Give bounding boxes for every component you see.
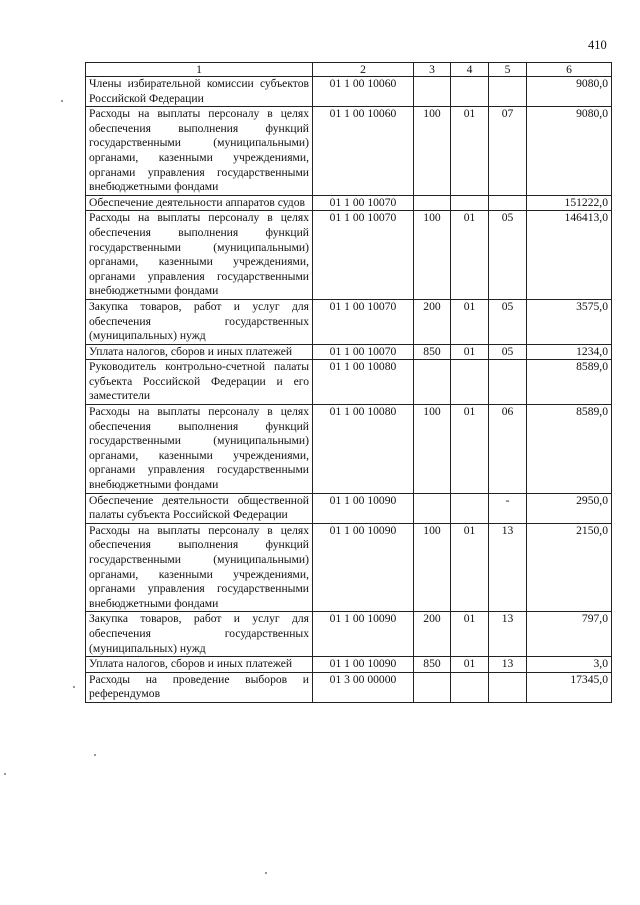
amount: 8589,0 bbox=[527, 405, 612, 494]
table-row bbox=[86, 344, 612, 360]
amount: 17345,0 bbox=[527, 672, 612, 702]
expense-name: Расходы на выплаты персоналу в целях обеспечения выполнения функций государственными (муниципальными) органами, казенными учреждениями, органами управления государственными внебюджетными фондами bbox=[86, 405, 313, 494]
section-code: 01 bbox=[451, 299, 489, 344]
amount: 3,0 bbox=[527, 657, 612, 673]
subsection-code: 13 bbox=[489, 523, 527, 612]
expense-type-code: 200 bbox=[414, 612, 451, 657]
section-code bbox=[451, 493, 489, 523]
expense-name: Расходы на выплаты персоналу в целях обеспечения выполнения функций государственными (муниципальными) органами, казенными учреждениями, органами управления государственными внебюджетными фондами bbox=[86, 211, 313, 300]
classification-code: 01 1 00 10090 bbox=[313, 493, 414, 523]
classification-code: 01 1 00 10070 bbox=[313, 211, 414, 300]
classification-code: 01 1 00 10090 bbox=[313, 612, 414, 657]
expense-name: Расходы на выплаты персоналу в целях обеспечения выполнения функций государственными (муниципальными) органами, казенными учреждениями, органами управления государственными внебюджетными фондами bbox=[86, 523, 313, 612]
column-header: 1 bbox=[86, 63, 313, 77]
amount: 3575,0 bbox=[527, 299, 612, 344]
expense-name: Члены избирательной комиссии субъектов Российской Федерации bbox=[86, 77, 313, 107]
section-code: 01 bbox=[451, 344, 489, 360]
amount: 1234,0 bbox=[527, 344, 612, 360]
table-row bbox=[86, 77, 612, 107]
expense-name: Обеспечение деятельности аппаратов судов bbox=[86, 195, 313, 211]
subsection-code: 07 bbox=[489, 107, 527, 196]
subsection-code bbox=[489, 672, 527, 702]
classification-code: 01 1 00 10070 bbox=[313, 299, 414, 344]
section-code: 01 bbox=[451, 523, 489, 612]
expense-type-code: 100 bbox=[414, 523, 451, 612]
scan-speck bbox=[73, 686, 75, 688]
section-code: 01 bbox=[451, 612, 489, 657]
expense-name: Расходы на выплаты персоналу в целях обеспечения выполнения функций государственными (муниципальными) органами, казенными учреждениями, органами управления государственными внебюджетными фондами bbox=[86, 107, 313, 196]
expense-name: Уплата налогов, сборов и иных платежей bbox=[86, 344, 313, 360]
subsection-code: 05 bbox=[489, 344, 527, 360]
expense-type-code: 200 bbox=[414, 299, 451, 344]
section-code bbox=[451, 77, 489, 107]
table-body bbox=[86, 77, 612, 703]
expense-type-code: 100 bbox=[414, 405, 451, 494]
subsection-code: 05 bbox=[489, 299, 527, 344]
table-row bbox=[86, 493, 612, 523]
expense-type-code bbox=[414, 77, 451, 107]
section-code bbox=[451, 672, 489, 702]
amount: 9080,0 bbox=[527, 107, 612, 196]
subsection-code: 13 bbox=[489, 657, 527, 673]
table-row bbox=[86, 523, 612, 612]
classification-code: 01 1 00 10090 bbox=[313, 523, 414, 612]
scan-speck bbox=[4, 773, 6, 775]
page-number: 410 bbox=[588, 38, 607, 52]
amount: 146413,0 bbox=[527, 211, 612, 300]
expense-type-code: 850 bbox=[414, 344, 451, 360]
table-row bbox=[86, 211, 612, 300]
section-code: 01 bbox=[451, 657, 489, 673]
column-header: 3 bbox=[414, 63, 451, 77]
table-row bbox=[86, 299, 612, 344]
subsection-code: - bbox=[489, 493, 527, 523]
expense-type-code bbox=[414, 360, 451, 405]
scan-speck bbox=[61, 100, 63, 102]
budget-table bbox=[85, 62, 612, 703]
classification-code: 01 1 00 10080 bbox=[313, 405, 414, 494]
expense-type-code bbox=[414, 672, 451, 702]
section-code: 01 bbox=[451, 211, 489, 300]
expense-name: Обеспечение деятельности общественной палаты субъекта Российской Федерации bbox=[86, 493, 313, 523]
expense-type-code bbox=[414, 493, 451, 523]
section-code: 01 bbox=[451, 405, 489, 494]
column-header: 2 bbox=[313, 63, 414, 77]
amount: 8589,0 bbox=[527, 360, 612, 405]
scan-speck bbox=[94, 754, 96, 756]
classification-code: 01 1 00 10060 bbox=[313, 107, 414, 196]
subsection-code bbox=[489, 77, 527, 107]
expense-type-code: 100 bbox=[414, 107, 451, 196]
expense-type-code: 850 bbox=[414, 657, 451, 673]
subsection-code bbox=[489, 195, 527, 211]
amount: 2950,0 bbox=[527, 493, 612, 523]
subsection-code: 13 bbox=[489, 612, 527, 657]
classification-code: 01 1 00 10060 bbox=[313, 77, 414, 107]
section-code bbox=[451, 360, 489, 405]
amount: 9080,0 bbox=[527, 77, 612, 107]
column-header: 4 bbox=[451, 63, 489, 77]
scan-speck bbox=[265, 872, 267, 874]
expense-type-code: 100 bbox=[414, 211, 451, 300]
classification-code: 01 3 00 00000 bbox=[313, 672, 414, 702]
classification-code: 01 1 00 10070 bbox=[313, 344, 414, 360]
expense-name: Закупка товаров, работ и услуг для обеспечения государственных (муниципальных) нужд bbox=[86, 299, 313, 344]
expense-name: Руководитель контрольно-счетной палаты субъекта Российской Федерации и его заместители bbox=[86, 360, 313, 405]
section-code: 01 bbox=[451, 107, 489, 196]
amount: 797,0 bbox=[527, 612, 612, 657]
expense-name: Расходы на проведение выборов и референдумов bbox=[86, 672, 313, 702]
table-row bbox=[86, 405, 612, 494]
table-row bbox=[86, 672, 612, 702]
expense-name: Уплата налогов, сборов и иных платежей bbox=[86, 657, 313, 673]
subsection-code bbox=[489, 360, 527, 405]
classification-code: 01 1 00 10080 bbox=[313, 360, 414, 405]
amount: 151222,0 bbox=[527, 195, 612, 211]
subsection-code: 06 bbox=[489, 405, 527, 494]
table-row bbox=[86, 360, 612, 405]
section-code bbox=[451, 195, 489, 211]
expense-type-code bbox=[414, 195, 451, 211]
amount: 2150,0 bbox=[527, 523, 612, 612]
classification-code: 01 1 00 10090 bbox=[313, 657, 414, 673]
table-row bbox=[86, 107, 612, 196]
subsection-code: 05 bbox=[489, 211, 527, 300]
classification-code: 01 1 00 10070 bbox=[313, 195, 414, 211]
header-row bbox=[86, 63, 612, 77]
table-row bbox=[86, 612, 612, 657]
column-header: 6 bbox=[527, 63, 612, 77]
column-header: 5 bbox=[489, 63, 527, 77]
table-row bbox=[86, 195, 612, 211]
expense-name: Закупка товаров, работ и услуг для обеспечения государственных (муниципальных) нужд bbox=[86, 612, 313, 657]
table-row bbox=[86, 657, 612, 673]
